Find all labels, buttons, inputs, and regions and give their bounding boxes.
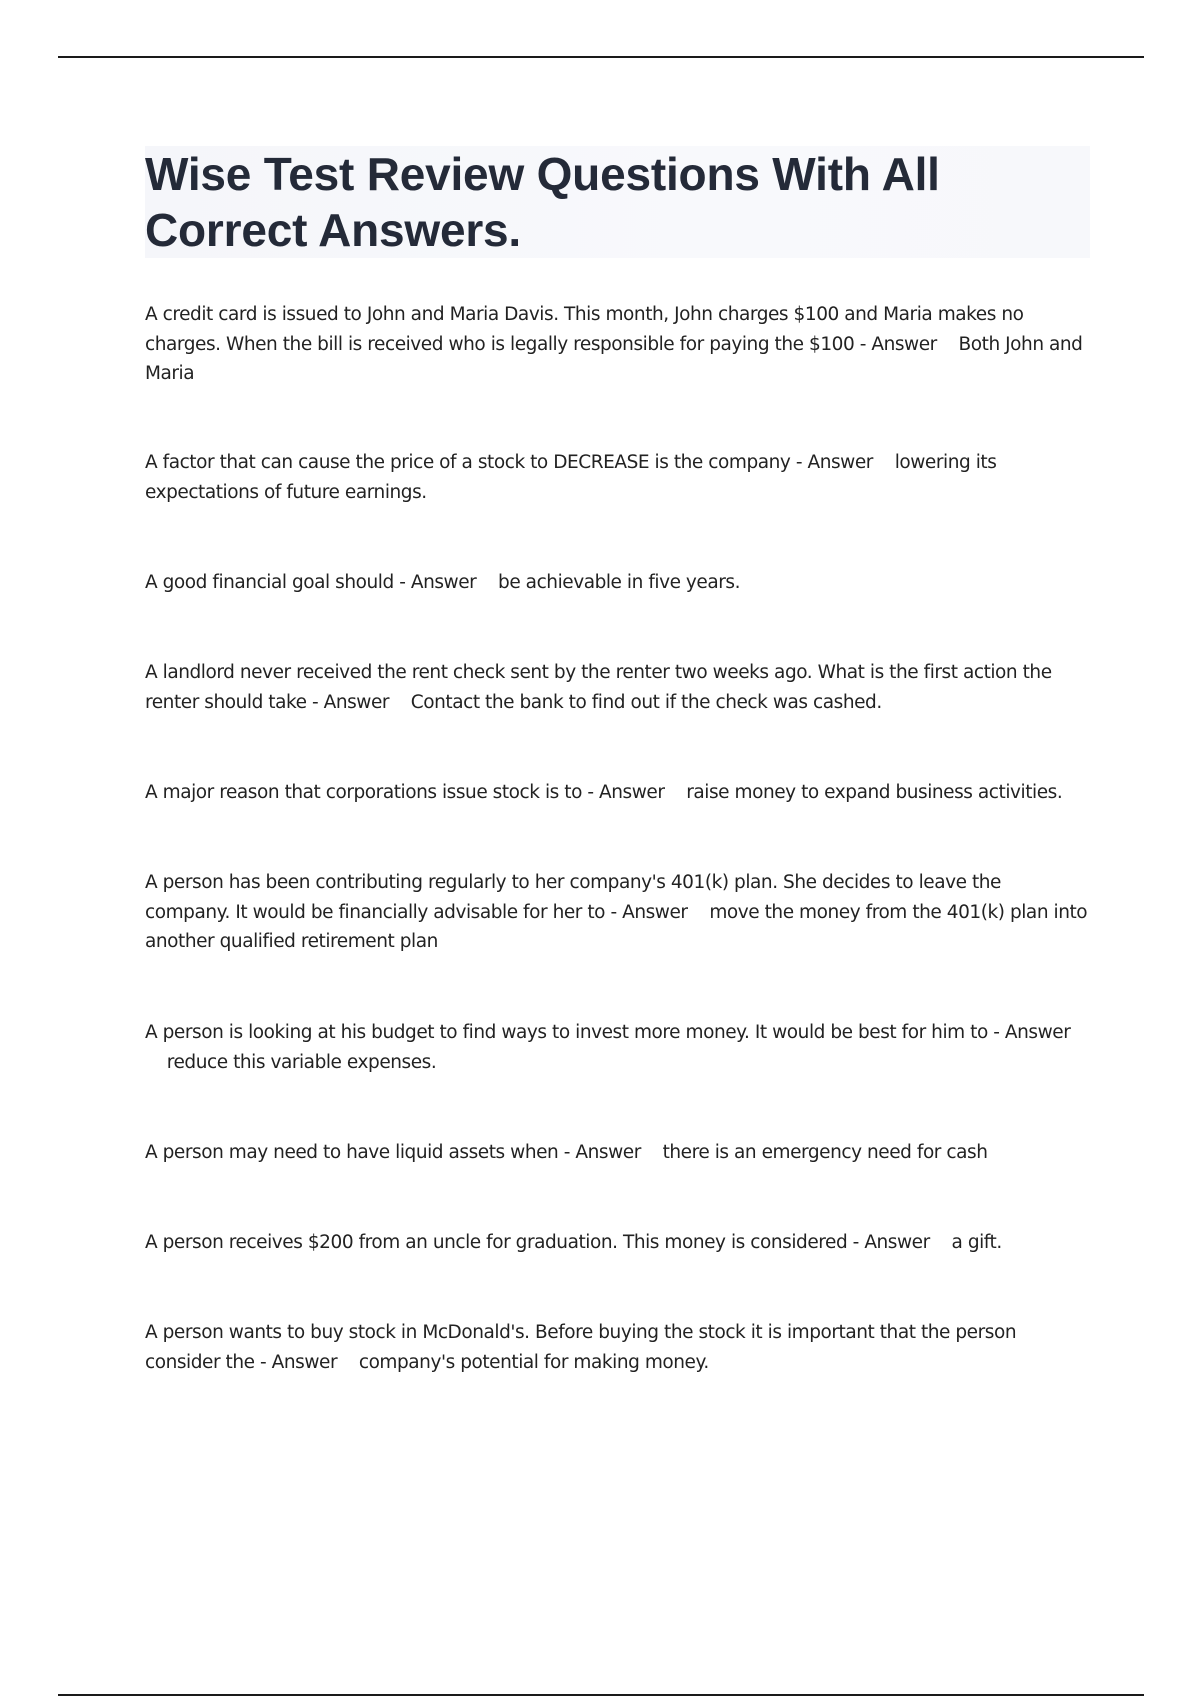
question-text: A person has been contributing regularly to her company's 401(k) plan. She decides to leave the company. It would be financially advisable for her to bbox=[145, 872, 1001, 923]
question-text: A person may need to have liquid assets when bbox=[145, 1142, 559, 1163]
answer-marker: - Answer bbox=[859, 333, 937, 355]
question-text: A landlord never received the rent check sent by the renter two weeks ago. What is the first action the renter should take bbox=[145, 662, 1052, 713]
question-text: A person is looking at his budget to find ways to invest more money. It would be best for him to bbox=[145, 1022, 988, 1043]
answer-marker: - Answer bbox=[587, 782, 665, 803]
top-rule bbox=[58, 56, 1144, 58]
answer-text: move the money from the 401(k) plan into another qualified retirement plan bbox=[145, 901, 1088, 952]
answer-marker: - Answer bbox=[795, 452, 873, 473]
answer-marker: - Answer bbox=[311, 691, 390, 713]
question-text: A person receives $200 from an uncle for graduation. This money is considered bbox=[145, 1232, 848, 1253]
qa-item bbox=[145, 778, 1090, 808]
question-text: A major reason that corporations issue stock is to bbox=[145, 782, 582, 803]
qa-item bbox=[145, 658, 1090, 717]
answer-text: Both John and Maria bbox=[145, 333, 1083, 384]
question-text: A good financial goal should bbox=[145, 572, 394, 593]
answer-marker: - Answer bbox=[993, 1022, 1071, 1043]
question-text: A factor that can cause the price of a stock to DECREASE is the company bbox=[145, 452, 791, 473]
qa-item bbox=[145, 1318, 1090, 1377]
answer-text: raise money to expand business activities. bbox=[686, 782, 1063, 803]
qa-item bbox=[145, 1138, 1090, 1168]
answer-text: be achievable in five years. bbox=[498, 572, 741, 593]
answer-marker: - Answer bbox=[852, 1232, 930, 1253]
answer-marker: - Answer bbox=[610, 901, 688, 923]
answer-text: a gift. bbox=[951, 1232, 1002, 1253]
qa-item bbox=[145, 1018, 1090, 1077]
answer-text: Contact the bank to find out if the check was cashed. bbox=[410, 691, 882, 713]
answer-marker: - Answer bbox=[399, 572, 477, 593]
answer-text: there is an emergency need for cash bbox=[662, 1142, 988, 1163]
qa-item bbox=[145, 1228, 1090, 1258]
qa-item bbox=[145, 568, 1090, 598]
question-text: A credit card is issued to John and Maria Davis. This month, John charges $100 and Maria makes no charges. When the bill is received who is legally responsible for paying the $100 bbox=[145, 304, 1024, 355]
bottom-rule bbox=[58, 1694, 1144, 1696]
answer-text: reduce this variable expenses. bbox=[166, 1051, 437, 1073]
document-title: Wise Test Review Questions With All Correct Answers. bbox=[145, 148, 940, 256]
question-text: A person wants to buy stock in McDonald's. Before buying the stock it is important that the person consider the bbox=[145, 1322, 1017, 1373]
qa-item bbox=[145, 300, 1090, 389]
answer-text: lowering its expectations of future earnings. bbox=[145, 452, 997, 503]
answer-text: company's potential for making money. bbox=[358, 1351, 709, 1373]
qa-item bbox=[145, 448, 1090, 507]
title-block bbox=[145, 146, 1090, 258]
qa-item bbox=[145, 868, 1090, 957]
answer-marker: - Answer bbox=[563, 1142, 641, 1163]
answer-marker: - Answer bbox=[260, 1351, 338, 1373]
